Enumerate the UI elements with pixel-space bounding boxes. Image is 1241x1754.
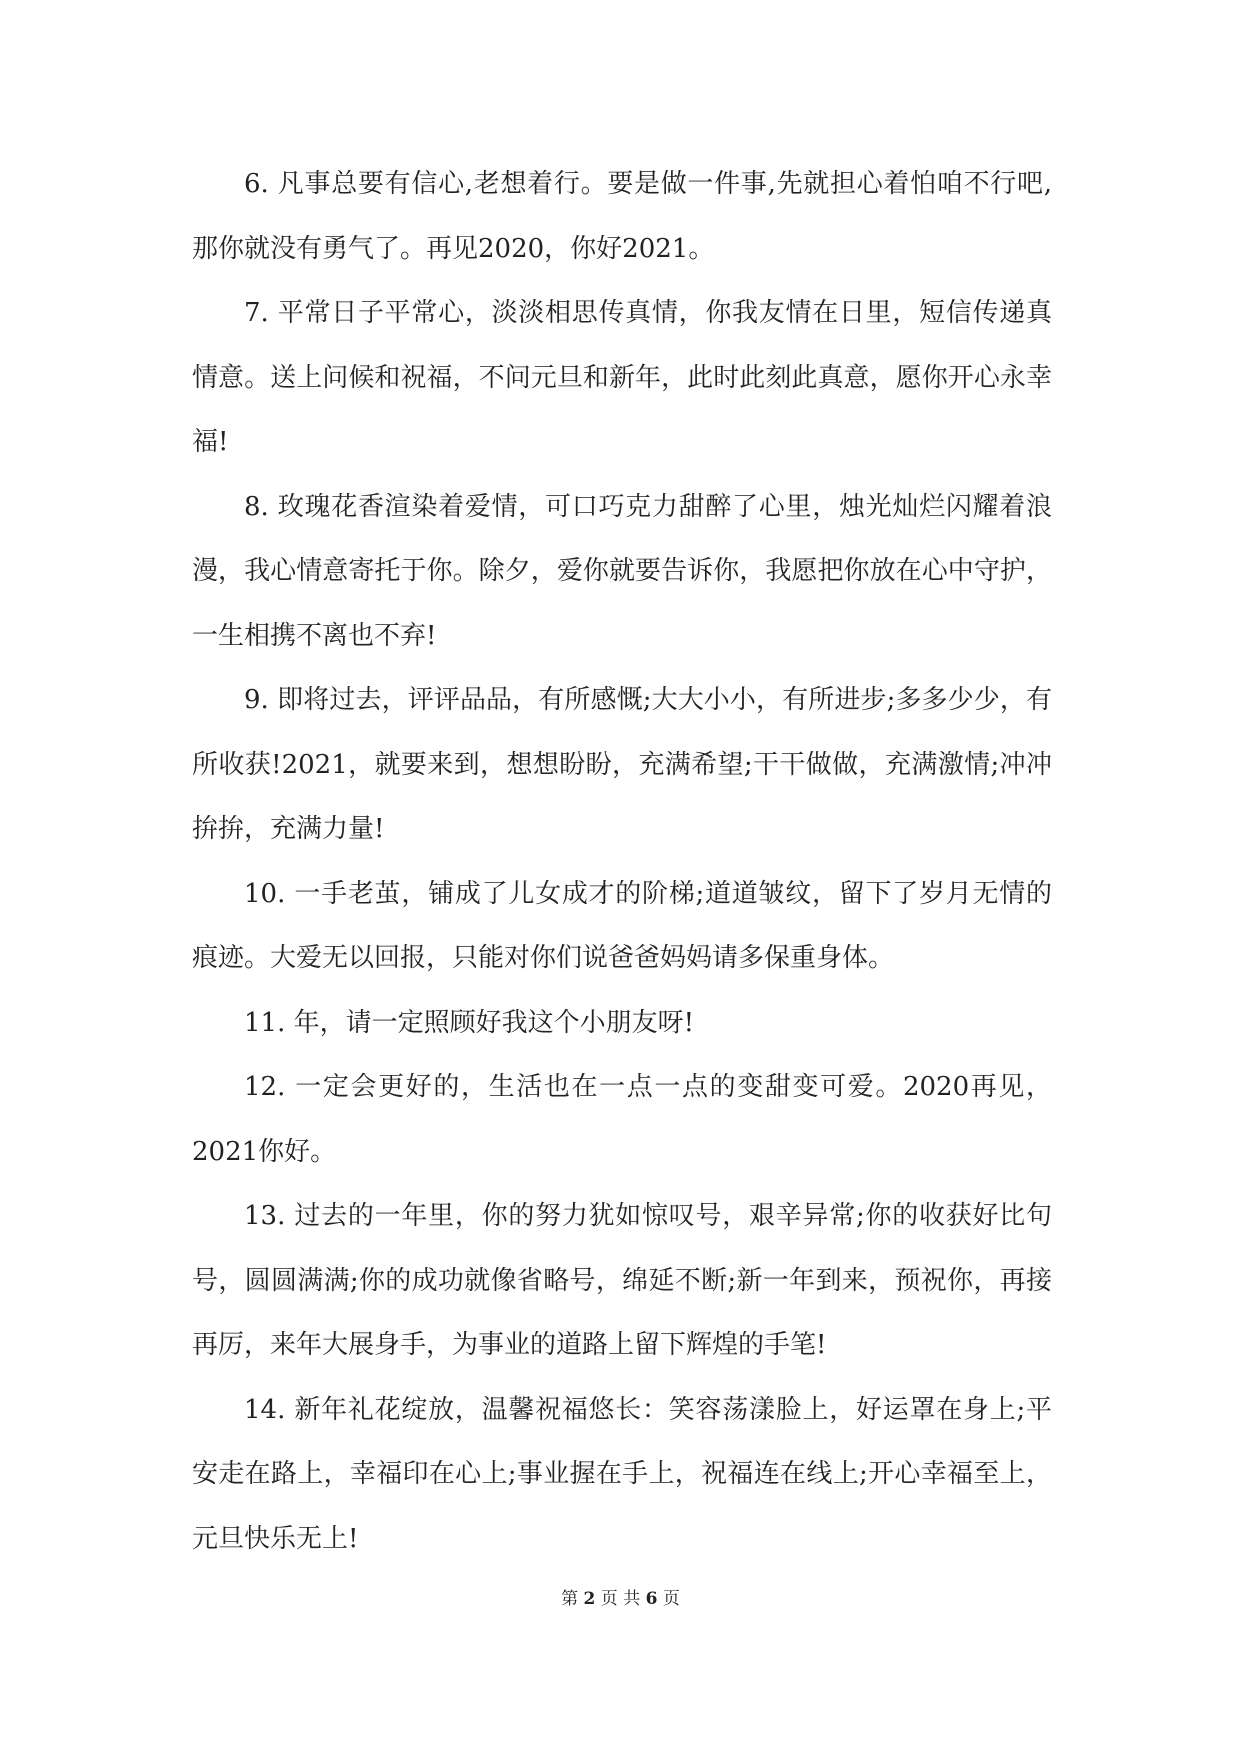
current-page-number: 2: [583, 1589, 596, 1609]
paragraph-12: 12. 一定会更好的，生活也在一点一点的变甜变可爱。2020再见，2021你好。: [192, 1072, 1052, 1167]
paragraph-8: 8. 玫瑰花香渲染着爱情，可口巧克力甜醉了心里，烛光灿烂闪耀着浪漫，我心情意寄托于你。除夕，爱你就要告诉你，我愿把你放在心中守护，一生相携不离也不弃!: [192, 491, 1052, 651]
paragraph-6: 6. 凡事总要有信心,老想着行。要是做一件事,先就担心着怕咱不行吧,那你就没有勇气了。再见2020，你好2021。: [192, 169, 1052, 264]
footer-middle: 页 共: [600, 1589, 641, 1609]
total-pages-number: 6: [645, 1589, 658, 1609]
footer-suffix: 页: [662, 1589, 680, 1609]
paragraph-13: 13. 过去的一年里，你的努力犹如惊叹号，艰辛异常;你的收获好比句号，圆圆满满;你的成功就像省略号，绵延不断;新一年到来，预祝你，再接再厉，来年大展身手，为事业的道路上留下辉煌的手笔!: [192, 1201, 1052, 1360]
paragraph-10: 10. 一手老茧，铺成了儿女成才的阶梯;道道皱纹，留下了岁月无情的痕迹。大爱无以回报，只能对你们说爸爸妈妈请多保重身体。: [192, 878, 1052, 973]
paragraph-14: 14. 新年礼花绽放，温馨祝福悠长：笑容荡漾脸上，好运罩在身上;平安走在路上，幸福印在心上;事业握在手上，祝福连在线上;开心幸福至上，元旦快乐无上!: [192, 1394, 1052, 1554]
document-body: [192, 152, 1052, 1571]
page-footer: [0, 1584, 1241, 1609]
footer-prefix: 第: [561, 1589, 579, 1609]
paragraph-9: 9. 即将过去，评评品品，有所感慨;大大小小，有所进步;多多少少，有所收获!2021，就要来到，想想盼盼，充满希望;干干做做，充满激情;冲冲拚拚，充满力量!: [192, 685, 1052, 844]
paragraph-11: 11. 年，请一定照顾好我这个小朋友呀!: [244, 1007, 695, 1038]
paragraph-7: 7. 平常日子平常心，淡淡相思传真情，你我友情在日里，短信传递真情意。送上问候和祝福，不问元旦和新年，此时此刻此真意，愿你开心永幸福!: [192, 298, 1052, 457]
